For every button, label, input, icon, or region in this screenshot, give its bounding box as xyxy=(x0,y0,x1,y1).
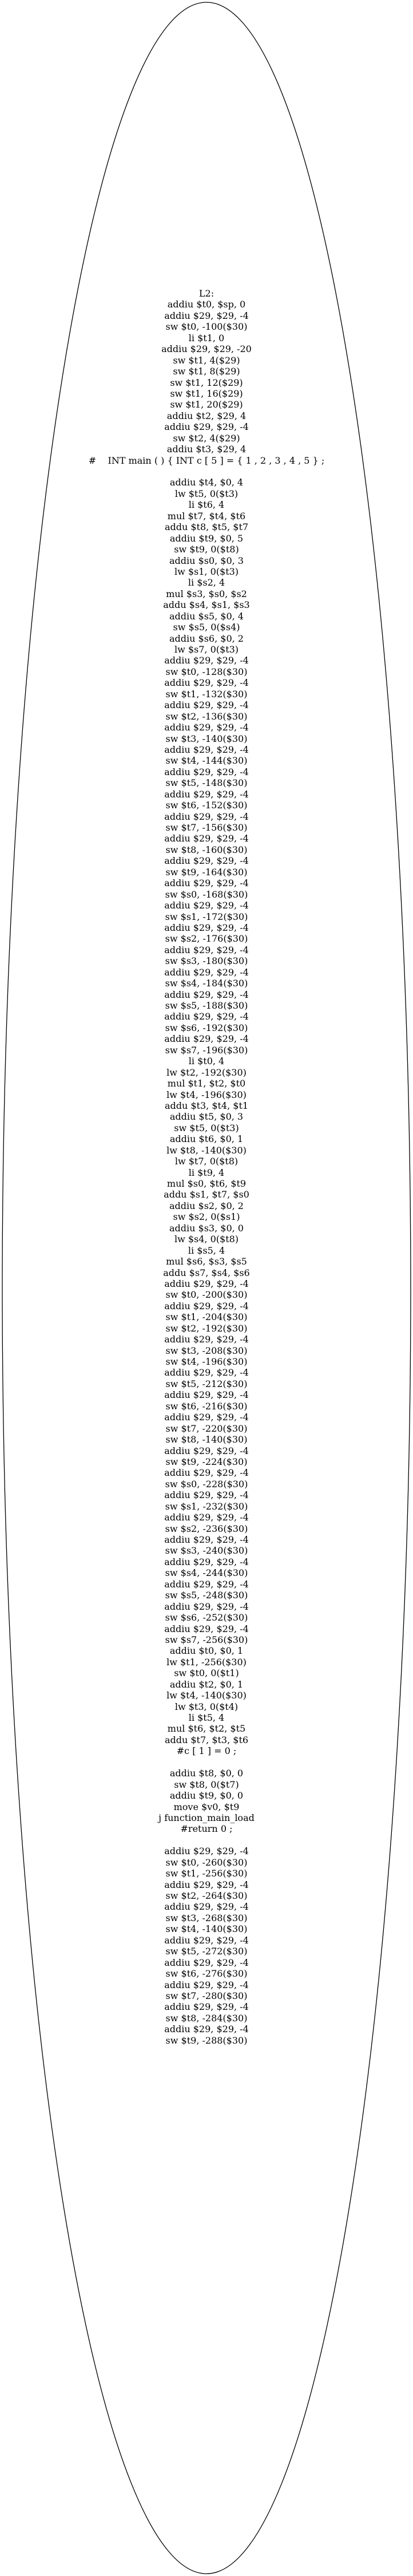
node-label-line: addiu $t5, $0, 3 xyxy=(169,1111,244,1123)
node-label-line: lw $s7, 0($t3) xyxy=(174,644,239,655)
node-label-line xyxy=(0,1757,413,1768)
node-label-line: sw $s7, -196($30) xyxy=(165,1044,248,1056)
node-label-line: addiu $t0, $0, 1 xyxy=(169,1645,244,1657)
node-label-line: mul $s6, $s3, $s5 xyxy=(166,1256,247,1267)
node-label-line: lw $t1, -256($30) xyxy=(166,1656,247,1668)
node-label-line: mul $t1, $t2, $t0 xyxy=(167,1078,246,1089)
basic-block-node-label xyxy=(0,288,413,2046)
node-label-line: addiu $29, $29, -4 xyxy=(164,1846,249,1857)
node-label-line: sw $t3, -140($30) xyxy=(165,733,248,744)
node-label-line: addiu $29, $29, -4 xyxy=(164,944,249,955)
node-label-line: addiu $t4, $0, 4 xyxy=(169,477,244,488)
node-label-line: # INT main ( ) { INT c [ 5 ] = { 1 , 2 , 3 , 4 , 5 } ; xyxy=(88,455,325,466)
node-label-line: mul $t6, $t2, $t5 xyxy=(167,1723,246,1735)
node-label-line: addiu $29, $29, -4 xyxy=(164,878,249,889)
node-label-line: addiu $29, $29, -4 xyxy=(164,1901,249,1913)
node-label-line: addiu $29, $29, -4 xyxy=(164,1412,249,1423)
node-label-line: sw $t0, -200($30) xyxy=(165,1289,248,1301)
node-label-line: addu $s7, $s4, $s6 xyxy=(163,1267,250,1278)
node-label-line: addiu $t9, $0, 5 xyxy=(169,532,244,544)
node-label-line: addiu $29, $29, -4 xyxy=(164,1534,249,1545)
node-label-line xyxy=(0,466,413,477)
node-label-line: addiu $29, $29, -4 xyxy=(164,1979,249,1990)
node-label-line: sw $t8, -140($30) xyxy=(165,1434,248,1445)
node-label-line: addiu $29, $29, -4 xyxy=(164,1367,249,1378)
node-label-line: sw $t4, -140($30) xyxy=(165,1923,248,1935)
node-label-line: move $v0, $t9 xyxy=(173,1801,240,1812)
node-label-line: addiu $29, $29, -4 xyxy=(164,677,249,689)
node-label-line: addiu $29, $29, -4 xyxy=(164,1934,249,1946)
node-label-line: sw $s4, -244($30) xyxy=(165,1567,248,1579)
node-label-line: addiu $29, $29, -4 xyxy=(164,421,249,433)
node-label-line: addiu $29, $29, -4 xyxy=(164,811,249,822)
node-label-line: addiu $29, $29, -4 xyxy=(164,766,249,777)
node-label-line: addu $s4, $s1, $s3 xyxy=(163,599,250,611)
node-label-line: sw $t5, -212($30) xyxy=(165,1378,248,1389)
node-label-line: addiu $t3, $29, 4 xyxy=(166,444,247,455)
node-label-line: sw $s2, 0($s1) xyxy=(173,1211,240,1223)
node-label-line: li $s5, 4 xyxy=(188,1244,225,1256)
node-label-line: addiu $29, $29, -4 xyxy=(164,1389,249,1401)
node-label-line: addiu $29, $29, -4 xyxy=(164,2001,249,2013)
node-label-line: addiu $29, $29, -4 xyxy=(164,1578,249,1590)
node-label-line: lw $s4, 0($t8) xyxy=(174,1234,239,1245)
node-label-line: sw $s5, -248($30) xyxy=(165,1590,248,1601)
node-label-line xyxy=(0,1835,413,1846)
node-label-line: sw $t9, 0($t8) xyxy=(174,544,239,555)
node-label-line: addiu $29, $29, -4 xyxy=(164,1033,249,1045)
node-label-line: sw $s2, -236($30) xyxy=(165,1523,248,1534)
node-label-line: addiu $29, $29, -4 xyxy=(164,722,249,733)
node-label-line: sw $t6, -152($30) xyxy=(165,800,248,811)
node-label-line: lw $t7, 0($t8) xyxy=(174,1156,239,1167)
node-label-line: lw $t5, 0($t3) xyxy=(174,488,239,499)
node-label-line: addiu $29, $29, -4 xyxy=(164,310,249,321)
node-label-line: sw $t0, -128($30) xyxy=(165,666,248,677)
node-label-line: sw $s5, 0($s4) xyxy=(173,622,240,633)
node-label-line: lw $t2, -192($30) xyxy=(166,1066,247,1078)
node-label-line: sw $t1, -256($30) xyxy=(165,1868,248,1879)
node-label-line: sw $t8, -160($30) xyxy=(165,844,248,855)
node-label-line: addiu $29, $29, -4 xyxy=(164,833,249,844)
node-label-line: mul $s3, $s0, $s2 xyxy=(166,588,247,599)
node-label-line: addiu $29, $29, -4 xyxy=(164,1445,249,1456)
node-label-line: sw $s7, -256($30) xyxy=(165,1634,248,1645)
node-label-line: addiu $29, $29, -4 xyxy=(164,989,249,1000)
node-label-line: li $t6, 4 xyxy=(188,499,225,511)
node-label-line: sw $t8, -284($30) xyxy=(165,2012,248,2024)
node-label-line: sw $t1, -132($30) xyxy=(165,688,248,700)
node-label-line: addiu $s5, $0, 4 xyxy=(169,610,244,622)
node-label-line: addiu $t9, $0, 0 xyxy=(169,1790,244,1801)
node-label-line: addiu $s3, $0, 0 xyxy=(169,1222,244,1234)
node-label-line: mul $t7, $t4, $t6 xyxy=(167,510,246,521)
node-label-line: li $s2, 4 xyxy=(188,577,225,588)
node-label-line: addiu $t0, $sp, 0 xyxy=(167,299,246,310)
node-label-line: li $t1, 0 xyxy=(188,332,225,343)
node-label-line: sw $t1, -204($30) xyxy=(165,1311,248,1323)
node-label-line: addu $t7, $t3, $t6 xyxy=(164,1734,249,1745)
node-label-line: addiu $29, $29, -4 xyxy=(164,2024,249,2035)
node-label-line: sw $s4, -184($30) xyxy=(165,978,248,989)
node-label-line: addu $t3, $t4, $t1 xyxy=(164,1100,249,1111)
node-label-line: sw $t0, 0($t1) xyxy=(174,1668,239,1679)
node-label-line: li $t0, 4 xyxy=(188,1056,225,1067)
node-label-line: sw $t2, -192($30) xyxy=(165,1322,248,1334)
node-label-line: addiu $s2, $0, 2 xyxy=(169,1200,244,1211)
node-label-line: L2: xyxy=(198,288,215,299)
node-label-line: addiu $s6, $0, 2 xyxy=(169,633,244,644)
node-label-line: lw $t4, -140($30) xyxy=(166,1690,247,1701)
node-label-line: sw $s0, -228($30) xyxy=(165,1478,248,1490)
node-label-line: sw $t2, -264($30) xyxy=(165,1890,248,1901)
node-label-line: addiu $29, $29, -4 xyxy=(164,900,249,911)
node-label-line: addiu $29, $29, -4 xyxy=(164,1556,249,1567)
node-label-line: addiu $29, $29, -4 xyxy=(164,1300,249,1311)
node-label-line: sw $s1, -232($30) xyxy=(165,1500,248,1512)
node-label-line: sw $t3, -208($30) xyxy=(165,1345,248,1356)
node-label-line: sw $t0, -260($30) xyxy=(165,1856,248,1868)
node-label-line: addiu $29, $29, -4 xyxy=(164,788,249,800)
node-label-line: sw $t1, 12($29) xyxy=(170,377,243,388)
node-label-line: sw $t1, 16($29) xyxy=(170,388,243,399)
node-label-line: sw $t4, -196($30) xyxy=(165,1356,248,1367)
node-label-line: sw $t9, -164($30) xyxy=(165,866,248,878)
node-label-line: addiu $29, $29, -4 xyxy=(164,744,249,755)
node-label-line: addiu $29, $29, -4 xyxy=(164,1957,249,1968)
node-label-line: sw $s3, -180($30) xyxy=(165,955,248,967)
node-label-line: sw $t4, -144($30) xyxy=(165,755,248,767)
node-label-line: lw $t3, 0($t4) xyxy=(174,1701,239,1712)
node-label-line: sw $s1, -172($30) xyxy=(165,911,248,922)
node-label-line: sw $t2, -136($30) xyxy=(165,710,248,722)
node-label-line: sw $s3, -240($30) xyxy=(165,1545,248,1556)
node-label-line: li $t9, 4 xyxy=(188,1167,225,1178)
node-label-line: sw $t5, 0($t3) xyxy=(174,1122,239,1133)
node-label-line: sw $t7, -280($30) xyxy=(165,1990,248,2001)
node-label-line: addiu $29, $29, -4 xyxy=(164,966,249,978)
node-label-line: #c [ 1 ] = 0 ; xyxy=(176,1745,237,1757)
node-label-line: sw $t3, -268($30) xyxy=(165,1912,248,1923)
node-label-line: addiu $29, $29, -4 xyxy=(164,1601,249,1612)
node-label-line: sw $t6, -276($30) xyxy=(165,1968,248,1980)
node-label-line: lw $t8, -140($30) xyxy=(166,1144,247,1156)
node-label-line: #return 0 ; xyxy=(180,1823,233,1835)
node-label-line: sw $t2, 4($29) xyxy=(173,432,240,444)
node-label-line: sw $t0, -100($30) xyxy=(165,321,248,333)
node-label-line: addiu $29, $29, -4 xyxy=(164,1623,249,1634)
node-label-line: addiu $29, $29, -4 xyxy=(164,655,249,666)
node-label-line: sw $s6, -252($30) xyxy=(165,1612,248,1623)
node-label-line: addiu $29, $29, -20 xyxy=(161,343,252,355)
node-label-line: addu $s1, $t7, $s0 xyxy=(164,1189,249,1200)
node-label-line: sw $t8, 0($t7) xyxy=(174,1779,239,1790)
node-label-line: addiu $29, $29, -4 xyxy=(164,1011,249,1022)
node-label-line: addiu $t8, $0, 0 xyxy=(169,1768,244,1779)
node-label-line: addiu $29, $29, -4 xyxy=(164,1879,249,1890)
node-label-line: addiu $29, $29, -4 xyxy=(164,855,249,867)
node-label-line: sw $t1, 4($29) xyxy=(173,354,240,366)
node-label-line: addiu $t6, $0, 1 xyxy=(169,1133,244,1145)
node-label-line: sw $t5, -272($30) xyxy=(165,1946,248,1957)
node-label-line: sw $s0, -168($30) xyxy=(165,888,248,900)
node-label-line: sw $t9, -224($30) xyxy=(165,1456,248,1467)
node-label-line: sw $s6, -192($30) xyxy=(165,1022,248,1033)
node-label-line: addiu $29, $29, -4 xyxy=(164,1467,249,1479)
node-label-line: sw $t7, -220($30) xyxy=(165,1423,248,1434)
node-label-line: addiu $s0, $0, 3 xyxy=(169,555,244,566)
node-label-line: sw $t6, -216($30) xyxy=(165,1400,248,1412)
node-label-line: sw $t5, -148($30) xyxy=(165,777,248,789)
node-label-line: lw $s1, 0($t3) xyxy=(174,566,239,577)
node-label-line: addiu $29, $29, -4 xyxy=(164,922,249,933)
node-label-line: sw $s5, -188($30) xyxy=(165,1000,248,1011)
node-label-line: sw $t9, -288($30) xyxy=(165,2034,248,2046)
node-label-line: addu $t8, $t5, $t7 xyxy=(164,521,249,533)
node-label-line: addiu $t2, $0, 1 xyxy=(169,1678,244,1690)
node-label-line: sw $t7, -156($30) xyxy=(165,822,248,833)
node-label-line: sw $s2, -176($30) xyxy=(165,933,248,945)
node-label-line: addiu $29, $29, -4 xyxy=(164,1512,249,1523)
node-label-line: mul $s0, $t6, $t9 xyxy=(166,1178,247,1189)
node-label-line: li $t5, 4 xyxy=(188,1712,225,1723)
node-label-line: lw $t4, -196($30) xyxy=(166,1089,247,1100)
node-label-line: sw $t1, 8($29) xyxy=(173,366,240,377)
node-label-line: addiu $29, $29, -4 xyxy=(164,700,249,711)
node-label-line: addiu $t2, $29, 4 xyxy=(166,410,247,421)
node-label-line: sw $t1, 20($29) xyxy=(170,399,243,410)
node-label-line: j function_main_load xyxy=(158,1812,255,1823)
node-label-line: addiu $29, $29, -4 xyxy=(164,1278,249,1289)
node-label-line: addiu $29, $29, -4 xyxy=(164,1490,249,1501)
node-label-line: addiu $29, $29, -4 xyxy=(164,1334,249,1345)
